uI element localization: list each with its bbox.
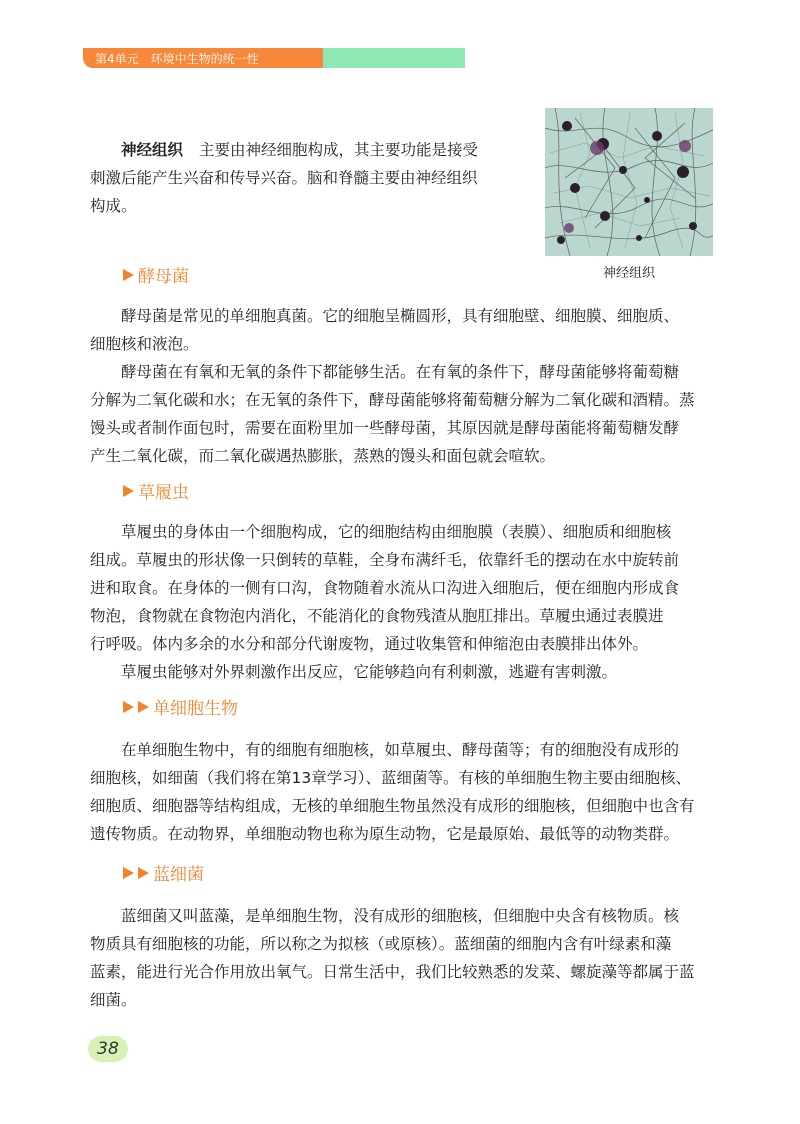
paramecium-title: 草履虫: [138, 483, 189, 503]
yeast-title: 酵母菌: [138, 267, 189, 287]
page-number-badge: [88, 1036, 128, 1062]
paramecium-p1-line-1-text: 草履虫的身体由一个细胞构成，它的细胞结构由细胞膜（表膜）、细胞质和细胞核: [121, 523, 672, 541]
triangle-bullet-icon: [123, 701, 134, 713]
unicellular-p1-line-2: 细胞核，如细菌（我们将在第13章学习）、蓝细菌等。有核的单细胞生物主要由细胞核、: [90, 769, 691, 787]
cyanobacteria-paragraph: [90, 902, 720, 1014]
paramecium-p1-line-5: 行呼吸。体内多余的水分和部分代谢废物，通过收集管和伸缩泡由表膜排出体外。: [90, 635, 649, 653]
unicellular-p1-line-4: 遗传物质。在动物界，单细胞动物也称为原生动物，它是最原始、最低等的动物类群。: [90, 825, 680, 843]
yeast-p2-line-3: 馒头或者制作面包时，需要在面粉里加一些酵母菌，其原因就是酵母菌能将葡萄糖发酵: [90, 419, 680, 437]
yeast-p1-line-2: 细胞核和液泡。: [90, 335, 199, 353]
yeast-p1-line-1-text: 酵母菌是常见的单细胞真菌。它的细胞呈椭圆形，具有细胞壁、细胞膜、细胞质、: [121, 307, 680, 325]
paramecium-p1-line-2: 组成。草履虫的形状像一只倒转的草鞋，全身布满纤毛，依靠纤毛的摆动在水中旋转前: [90, 551, 680, 569]
unit-header-orange: [83, 48, 323, 68]
cyanobacteria-p1-line-3: 蓝素，能进行光合作用放出氧气。日常生活中，我们比较熟悉的发菜、螺旋藻等都属于蓝: [90, 963, 695, 981]
nerve-tissue-micrograph: [545, 108, 713, 256]
unicellular-p1-line-3: 细胞质、细胞器等结构组成，无核的单细胞生物虽然没有成形的细胞核，但细胞中也含有: [90, 797, 695, 815]
unit-header-banner: [83, 48, 469, 68]
cyanobacteria-p1-line-1: [90, 902, 720, 930]
unicellular-title: 单细胞生物: [153, 699, 238, 719]
triangle-bullet-icon: [123, 269, 134, 281]
nerve-line-1-text: 主要由神经细胞构成，其主要功能是接受: [199, 141, 479, 159]
unit-header-green: [319, 48, 465, 68]
nerve-line-2: 刺激后能产生兴奋和传导兴奋。脑和脊髓主要由神经组织: [90, 169, 478, 187]
yeast-p2-line-1: [90, 358, 720, 386]
section-title-unicellular: [123, 694, 238, 719]
paramecium-p2-line-1: [90, 658, 720, 686]
cyanobacteria-title: 蓝细菌: [153, 865, 204, 885]
yeast-p1-line-1: [90, 302, 720, 330]
paramecium-paragraph: [90, 518, 720, 686]
section-title-paramecium: [123, 478, 189, 503]
cyanobacteria-p1-line-4: 细菌。: [90, 991, 137, 1009]
cyanobacteria-p1-line-1-text: 蓝细菌又叫蓝藻，是单细胞生物，没有成形的细胞核，但细胞中央含有核物质。核: [121, 907, 680, 925]
paramecium-p2-line-1-text: 草履虫能够对外界刺激作出反应，它能够趋向有利刺激，逃避有害刺激。: [121, 663, 618, 681]
figure-caption: 神经组织: [602, 266, 655, 281]
yeast-p2-line-1-text: 酵母菌在有氧和无氧的条件下都能够生活。在有氧的条件下，酵母菌能够将葡萄糖: [121, 363, 680, 381]
paramecium-p1-line-3: 进和取食。在身体的一侧有口沟，食物随着水流从口沟进入细胞后，便在细胞内形成食: [90, 579, 680, 597]
page-number: 38: [97, 1039, 119, 1059]
unicellular-paragraph: [90, 736, 720, 848]
section-title-yeast: [123, 262, 189, 287]
cyanobacteria-p1-line-2: 物质具有细胞核的功能，所以称之为拟核（或原核）。蓝细菌的细胞内含有叶绿素和藻: [90, 935, 672, 953]
nerve-keyword: 神经组织: [121, 141, 184, 159]
paramecium-p1-line-4: 物泡，食物就在食物泡内消化，不能消化的食物残渣从胞肛排出。草履虫通过表膜进: [90, 607, 664, 625]
section-title-cyanobacteria: [123, 860, 204, 885]
triangle-bullet-icon: [123, 485, 134, 497]
unicellular-p1-line-1: [90, 736, 720, 764]
triangle-bullet-icon: [138, 701, 149, 713]
nerve-line-3: 构成。: [90, 197, 137, 215]
nerve-tissue-photo: [545, 108, 713, 256]
unicellular-p1-line-1-text: 在单细胞生物中，有的细胞有细胞核，如草履虫、酵母菌等；有的细胞没有成形的: [121, 741, 680, 759]
yeast-p2-line-4: 产生二氧化碳，而二氧化碳遇热膨胀，蒸熟的馒头和面包就会喧软。: [90, 447, 556, 465]
nerve-tissue-paragraph: [90, 136, 510, 220]
triangle-bullet-icon: [138, 867, 149, 879]
yeast-p2-line-2: 分解为二氧化碳和水；在无氧的条件下，酵母菌能够将葡萄糖分解为二氧化碳和酒精。蒸: [90, 391, 695, 409]
nerve-line-1: [90, 136, 510, 164]
unit-header-label: 第4单元 环境中生物的统一性: [95, 52, 259, 66]
yeast-paragraph: [90, 302, 720, 470]
triangle-bullet-icon: [123, 867, 134, 879]
paramecium-p1-line-1: [90, 518, 720, 546]
